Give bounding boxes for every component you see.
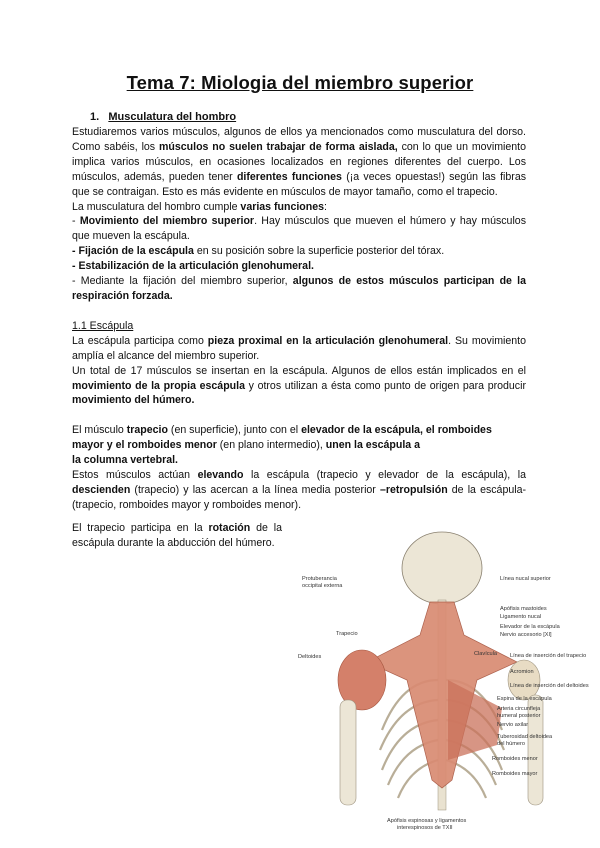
label-linea-insercion-deltoides: Línea de inserción del deltoides xyxy=(510,683,589,689)
function-item-1: - Movimiento del miembro superior. Hay músculos que mueven el húmero y hay músculos que mueven la escápula. xyxy=(72,215,526,243)
paragraph-trapecio: El músculo trapecio (en superficie), junto con el elevador de la escápula, el romboides mayor y el romboides menor (en plano intermedio), unen la escápula a la columna vertebral. xyxy=(72,424,492,467)
section-heading-1 xyxy=(90,111,236,123)
label-occipital: occipital externa xyxy=(302,583,343,589)
body-text-block xyxy=(72,125,526,513)
label-arteria-1: Arteria circunfleja xyxy=(497,706,541,712)
paragraph-intro: Estudiaremos varios músculos, algunos de ellos ya mencionados como musculatura del dorso. Como sabéis, los músculos no suelen trabajar de forma aislada, con lo que un movimiento implica varios músculos, en ocasiones localizados en regiones diferentes del cuerpo. Los músculos, además, pueden tener diferentes funciones (¡a veces opuestas!) según las fibras que se contraigan. Esto es más evidente en músculos de mayor tamaño, como el trapecio. xyxy=(72,126,527,198)
label-ligamento-nucal: Ligamento nucal xyxy=(500,614,542,620)
label-protuberancia: Protuberancia xyxy=(302,576,337,582)
paragraph-functions-intro: La musculatura del hombro cumple varias funciones: xyxy=(72,200,327,213)
label-apofisis-espinosas-2: interespinosos de TXII xyxy=(397,825,453,831)
anatomy-figure xyxy=(292,530,592,840)
label-linea-insercion-trapecio: Línea de inserción del trapecio xyxy=(510,653,587,659)
label-arteria-2: humeral posterior xyxy=(497,713,541,719)
label-romboides-menor: Romboides menor xyxy=(492,756,538,762)
paragraph-escapula-1: La escápula participa como pieza proximal en la articulación glenohumeral. Su movimiento amplía el alcance del miembro superior. xyxy=(72,334,526,362)
function-item-3: - Estabilización de la articulación glenohumeral. xyxy=(72,260,314,273)
paragraph-escapula-2: Un total de 17 músculos se insertan en la escápula. Algunos de ellos están implicados en el movimiento de la propia escápula y otros utilizan a ésta como punto de origen para producir movimiento del húmero. xyxy=(72,364,526,407)
label-trapecio: Trapecio xyxy=(336,631,358,637)
label-acromion: Acromion xyxy=(510,669,534,675)
function-item-4: - Mediante la fijación del miembro superior, algunos de estos músculos participan de la respiración forzada. xyxy=(72,275,526,302)
rhomboid-muscles xyxy=(448,680,502,760)
function-item-2: - Fijación de la escápula en su posición sobre la superficie posterior del tórax. xyxy=(72,245,445,258)
label-espina: Espina de la escápula xyxy=(497,696,552,702)
label-apofisis-mastoides: Apófisis mastoides xyxy=(500,606,547,612)
page-title: Tema 7: Miologia del miembro superior xyxy=(126,72,474,93)
paragraph-rotacion: El trapecio participa en la rotación de la escápula durante la abducción del húmero. xyxy=(72,522,282,549)
section-number: 1. xyxy=(90,111,100,123)
label-deltoides: Deltoides xyxy=(298,654,322,660)
label-apofisis-espinosas-1: Apófisis espinosas y ligamentos xyxy=(387,818,467,824)
section-title: Musculatura del hombro xyxy=(108,111,237,123)
subsection-heading: 1.1 Escápula xyxy=(72,319,134,332)
label-romboides-mayor: Romboides mayor xyxy=(492,771,538,777)
label-elevador: Elevador de la escápula xyxy=(500,624,560,630)
humerus-left xyxy=(340,700,356,805)
label-tuberosidad-2: del húmero xyxy=(497,741,525,747)
label-tuberosidad-1: Tuberosidad deltoidea xyxy=(497,734,553,740)
label-linea-nucal: Línea nucal superior xyxy=(500,576,551,582)
skull-shape xyxy=(402,532,482,604)
deltoid-right xyxy=(508,660,540,700)
label-nervio-axilar: Nervio axilar xyxy=(497,722,529,728)
label-nervio-accesorio: Nervio accesorio [XI] xyxy=(500,632,552,638)
label-clavicula: Clavícula xyxy=(474,651,498,657)
paragraph-elevando: Estos músculos actúan elevando la escápula (trapecio y elevador de la escápula), la descienden (trapecio) y las acercan a la línea media posterior –retropulsión de la escápula- (trapecio, romboides mayor y romboides menor). xyxy=(72,469,526,511)
